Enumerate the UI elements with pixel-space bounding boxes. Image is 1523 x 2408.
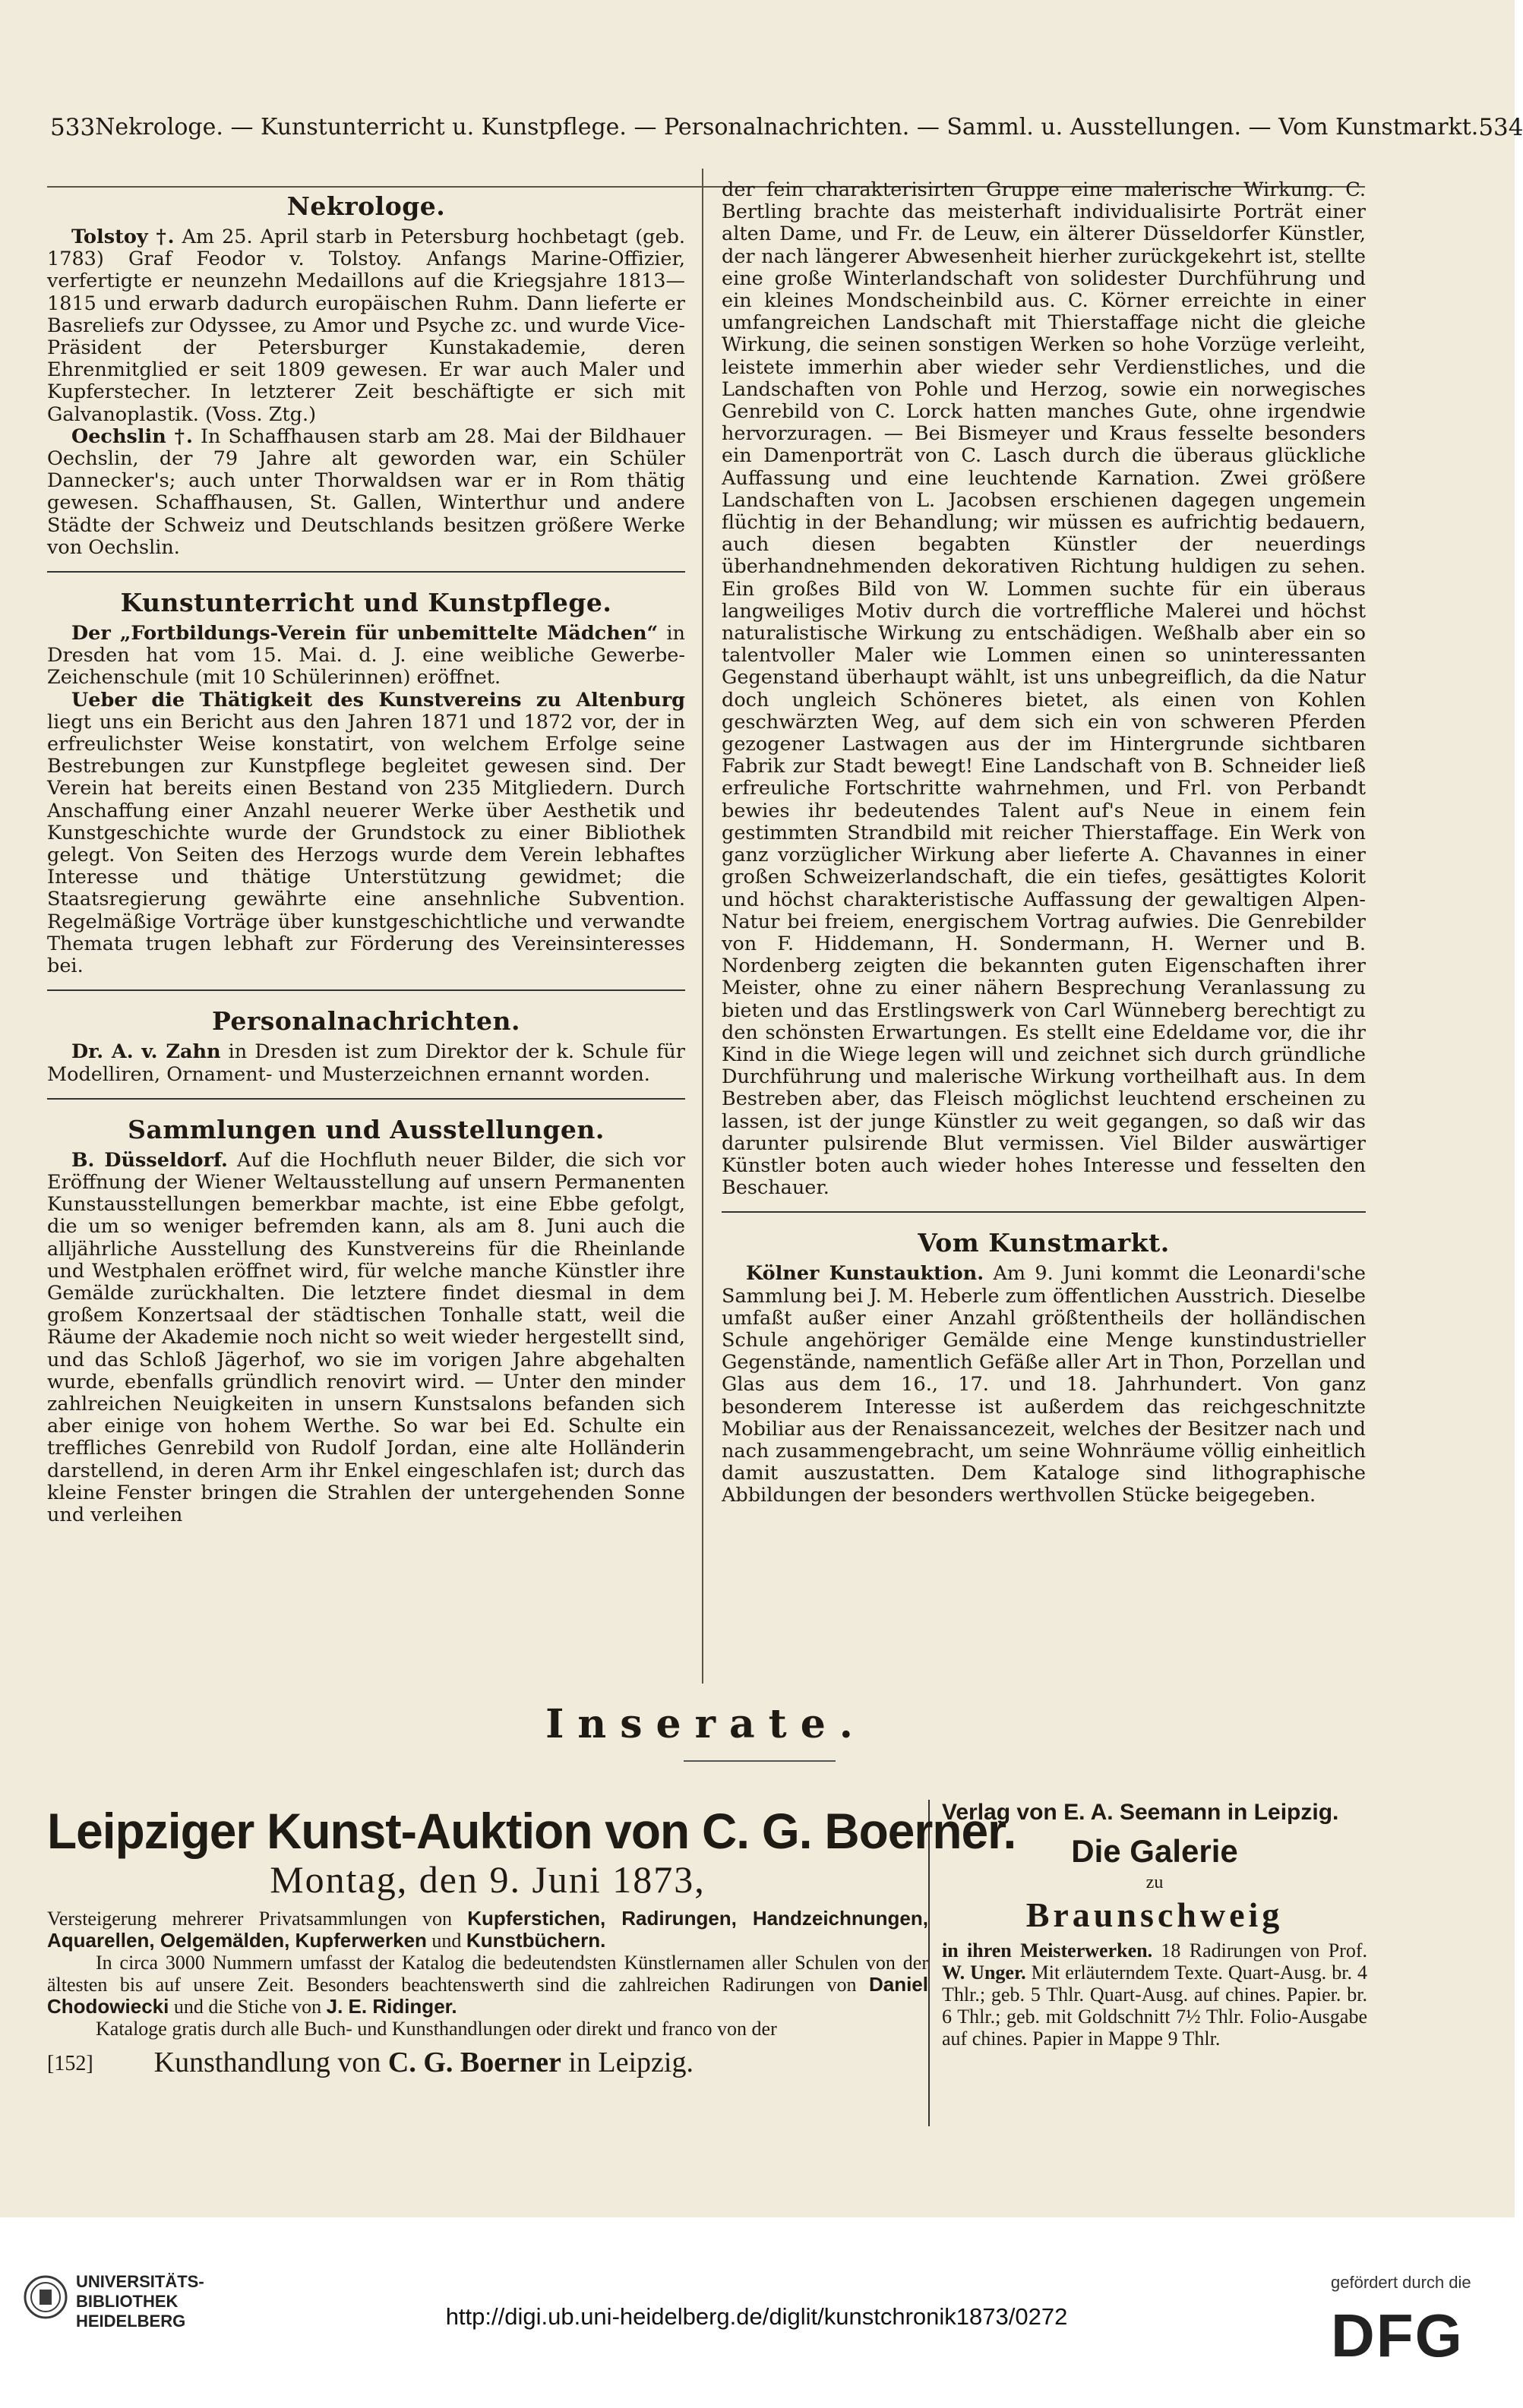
section-divider [47,989,685,991]
ad-text: Mit erläuterndem Texte. Quart-Ausg. br. 4 Thlr.; geb. 5 Thlr. Quart-Ausg. auf chines. Papier. br. 6 Thlr.; geb. mit Goldschnitt 7½ Thlr. Folio-Ausgabe auf chines. Papier in Mappe 9 Thlr. [942,1961,1368,2050]
article-text: Auf die Hochfluth neuer Bilder, die sich vor Eröffnung der Wiener Weltausstellung auf unsern Permanenten Kunstausstellungen bemerkbar machte, ist eine Ebbe gefolgt, die um so weniger befremden kann, als am 8. Juni auch die alljährliche Ausstellung des Kunstvereins für die Rheinlande und Westphalen eröffnet wird, für welche manche Künstler ihre Gemälde zurückhalten. Die letztere findet diesmal in dem großem Konzertsaal der städtischen Tonhalle statt, weil die Räume der Akademie noch nicht so weit wieder hergestellt sind, und das Schloß Jägerhof, wo sie im vorigen Jahre abgehalten wurde, ebenfalls gründlich renovirt wird. — Unter den minder zahlreichen Neuigkeiten in unsern Kunstsalons befanden sich aber einige von hohem Werthe. So war bei Ed. Schulte ein treffliches Genrebild von Rudolf Jordan, eine alte Holländerin darstellend, in deren Arm ihr Enkel eingeschlafen ist; durch das kleine Fenster bringen die Strahlen der untergehenden Sonne und verleihen [47,1148,686,1526]
section-title-nekrologe: Nekrologe. [286,191,446,221]
permalink-url[interactable]: http://digi.ub.uni-heidelberg.de/diglit/kunstchronik1873/0272 [445,2303,1068,2330]
section-divider [47,571,685,573]
ad-text-bold: C. G. Boerner [387,2047,561,2078]
dfg-logo[interactable]: DFG [1331,2302,1464,2369]
left-column [47,176,685,1526]
ad-publisher: Verlag von E. A. Seemann in Leipzig. [942,1800,1339,1825]
inserate-heading: Inserate. [545,1701,867,1747]
ad-text-bold: Daniel Chodowiecki [47,1973,928,2018]
obituary-oechslin [47,426,685,559]
article-zahn [47,1041,685,1085]
ad-text-bold: Kunstbüchern. [466,1929,606,1952]
ad-text: und [426,1930,466,1952]
section-title-sammlungen: Sammlungen und Ausstellungen. [128,1114,605,1144]
ad-code: [152] [47,2052,93,2075]
obituary-text: Am 25. April starb in Petersburg hochbetagt (geb. 1783) Graf Feodor v. Tolstoy. Anfangs Marine-Offizier, verfertigte er neunzehn Medaillons auf die Kriegsjahre 1813—1815 und erwarb dadurch europäischen Ruhm. Dann lieferte er Basreliefs zur Odyssee, zu Amor und Psyche zc. und wurde Vice-Präsident der Petersburger Kunstakademie, deren Ehrenmitglied er seit 1809 gewesen. Er war auch Maler und Kupferstecher. In letzterer Zeit beschäftigte er sich mit Galvanoplastik. (Voss. Ztg.) [47,226,686,426]
article-text: in Dresden hat vom 15. Mai. d. J. eine weibliche Gewerbe-Zeichenschule (mit 10 Schülerinnen) eröffnet. [47,622,685,690]
ad-body [47,1908,928,2040]
section-title-personal: Personalnachrichten. [212,1006,520,1037]
ad-date: Montag, den 9. Juni 1873, [270,1858,706,1901]
section-divider [722,1211,1366,1213]
ornament-rule [684,1760,836,1762]
advertisement-seemann [942,1800,1367,2126]
ad-footer [47,2046,928,2079]
article-duesseldorf-continued: der fein charakterisirten Gruppe eine malerische Wirkung. C. Bertling brachte das meisterhaft individualisirte Porträt einer alten Dame, und Fr. de Leuw, ein älterer Düsseldorfer Künstler, der nach längerer Abwesenheit hierher zurückgekehrt ist, stellte eine große Winterlandschaft von solidester Durchführung und ein kleines Mondscheinbild aus. C. Körner erreichte in einer umfangreichen Landschaft mit Thierstaffage nicht die gleiche Wirkung, die seinen sonstigen Werken so hohe Vorzüge verleiht, leistete immerhin aber wieder sehr Verdienstliches, und die Landschaften von Pohle und Herzog, sowie ein norwegisches Genrebild von C. Lorck hatten manches Gute, ohne irgendwie hervorzuragen. — Bei Bismeyer und Kraus fesselte besonders ein Damenporträt von C. Lasch durch die überaus glückliche Auffassung und eine leuchtende Karnation. Zwei größere Landschaften von L. Jacobsen erschienen dagegen ungemein flüchtig in der Behandlung; wir müssen es aufrichtig bedauern, auch diesen begabten Künstler der neuerdings überhandnehmenden dekorativen Richtung huldigen zu sehen. Ein großes Bild von W. Lommen suchte für ein überaus langweiliges Motiv durch die vortreffliche Malerei und höchst naturalistische Wirkung zu entschädigen. Weßhalb aber ein so talentvoller Maler wie Lommen einen so uninteressanten Gegenstand überhaupt wählt, ist uns unbegreiflich, da die Natur doch ungleich Schöneres bietet, als einen von Kohlen geschwärzten Weg, auf dem sich ein von schweren Pferden gezogener Lastwagen aus der im Hintergrunde sichtbaren Fabrik zur Stadt bewegt! Eine Landschaft von B. Schneider ließ erfreuliche Fortschritte wahrnehmen, und Frl. von Perbandt bewies ihr bedeutendes Talent auf's Neue in einem fein gestimmten Strandbild mit reicher Thierstaffage. Ein Werk von ganz vorzüglicher Wirkung aber lieferte A. Chavannes in einer großen Schweizerlandschaft, die ein tiefes, gesättigtes Kolorit und höchst charakteristische Auffassung der gewaltigen Alpen-Natur bei freiem, energischem Vortrag aufwies. Die Genrebilder von F. Hiddemann, H. Sondermann, H. Werner und B. Nordenberg zeigten die bekannten guten Eigenschaften ihrer Meister, ohne zu einer nähern Besprechung Veranlassung zu bieten und das Erstlingswerk von Carl Wünneberg berechtigt zu den schönsten Erwartungen. Es stellt eine Edeldame vor, die ihr Kind in die Wiege legen will und zeichnet sich durch gründliche Durchführung und malerische Wirkung vortheilhaft aus. In dem Bestreben aber, das Fleisch möglichst leuchtend erscheinen zu lassen, ist der junge Künstler zu weit gegangen, so daß wir das darunter pulsirende Blut vermissen. Viel Bilder auswärtiger Künstler boten auch wieder hohes Interesse und fesselten den Beschauer. [722,178,1366,1200]
article-lead: B. Düsseldorf. [71,1148,228,1172]
article-fortbildungsverein [47,623,685,690]
page-number-left: 533 [50,114,96,141]
ad-text-bold: in ihren Meisterwerken. [942,1939,1153,1961]
ad-city: Braunschweig [1025,1895,1284,1934]
ad-text-bold: W. Unger. [942,1961,1026,1984]
ad-title: Leipziger Kunst-Auktion von C. G. Boerner. [47,1803,1016,1859]
library-name-line: HEIDELBERG [76,2312,186,2331]
running-head-text: Nekrologe. — Kunstunterricht u. Kunstpflege. — Personalnachrichten. — Samml. u. Ausstellungen. — Vom Kunstmarkt. [95,114,1479,140]
ad-text-bold: J. E. Ridinger. [326,1995,457,2018]
obituary-tolstoy [47,226,685,426]
running-head [50,114,1523,141]
funding-note: gefördert durch die [1331,2273,1471,2292]
library-name-line: UNIVERSITÄTS- [76,2272,204,2291]
ad-text: 18 Radirungen von Prof. [1152,1939,1367,1961]
ad-connector: zu [1145,1873,1164,1892]
section-title-kunstunterricht: Kunstunterricht und Kunstpflege. [120,588,612,618]
article-lead: Kölner Kunstauktion. [746,1262,984,1286]
page-number-right: 534 [1478,114,1523,141]
ad-title: Die Galerie [1071,1833,1238,1869]
ad-body [942,1939,1367,2050]
obituary-text: In Schaffhausen starb am 28. Mai der Bildhauer Oechslin, der 79 Jahre alt geworden war, ein Schüler Dannecker's; auch unter Thorwaldsen war er in Rom thätig gewesen. Schaffhausen, St. Gallen, Winterthur und andere Städte der Schweiz und Deutschlands besitzen größere Werke von Oechslin. [47,424,685,559]
ad-signature [154,2046,694,2079]
person-name: Dr. A. v. Zahn [71,1040,221,1064]
ad-text: Versteigerung mehrerer Privatsammlungen von [47,1908,468,1930]
obituary-name: Oechslin †. [71,424,193,448]
ad-text: und die Stiche von [169,1996,327,2018]
ad-text-bold: Kupferstichen, Radirungen, Handzeichnungen, Aquarellen, Oelgemälden, Kupferwerken [47,1907,928,1952]
section-title-kunstmarkt: Vom Kunstmarkt. [918,1228,1170,1258]
section-divider [47,1098,685,1100]
ad-text: In circa 3000 Nummern umfasst der Katalog die bedeutendsten Künstlernamen aller Schulen von der ältesten bis auf unsere Zeit. Besonders beachtenswerth sind die zahlreichen Radirungen von [47,1952,928,1996]
ad-text: Kunsthandlung von [153,2047,388,2078]
article-text: liegt uns ein Bericht aus den Jahren 1871 und 1872 vor, der in erfreulichster Weise konstatirt, von welchem Erfolge seine Bestrebungen zur Kunstpflege begleitet gewesen sind. Der Verein hat bereits einen Bestand von 235 Mitgliedern. Durch Anschaffung einer Anzahl neuerer Werke über Aesthetik und Kunstgeschichte wurde der Grundstock zu einer Bibliothek gelegt. Von Seiten des Herzogs wurde dem Verein lebhaftes Interesse und thätige Unterstützung gewidmet; die Staatsregierung gewährte eine ansehnliche Subvention. Regelmäßige Vorträge über kunstgeschichtliche und verwandte Themata trugen lebhaft zur Förderung des Vereinsinteresses bei. [47,710,685,978]
obituary-name: Tolstoy †. [71,226,175,248]
article-lead: Der „Fortbildungs-Verein für unbemittelte Mädchen“ [71,622,659,645]
ad-text: in Leipzig. [561,2047,694,2078]
article-altenburg [47,690,685,978]
article-lead: Ueber die Thätigkeit des Kunstvereins zu Altenburg [71,688,685,712]
article-text: in Dresden ist zum Direktor der k. Schule für Modelliren, Ornament- und Musterzeichnen ernannt worden. [47,1040,686,1086]
right-column [722,179,1366,1507]
article-koeln [722,1263,1366,1507]
article-text: Am 9. Juni kommt die Leonardi'sche Sammlung bei J. M. Heberle zum öffentlichen Ausstrich. Dieselbe umfaßt außer einer Anzahl größtentheils der holländischen Schule angehöriger Gemälde eine Menge kunstindustrieller Gegenstände, namentlich Gefäße aller Art in Thon, Porzellan und Glas aus dem 16., 17. und 18. Jahrhundert. Von ganz besonderem Interesse ist außerdem das reichgeschnitzte Mobiliar aus der Renaissancezeit, welches der Besitzer nach und nach zusammengebracht, um seine Wohnräume völlig einheitlich damit auszustatten. Dem Kataloge sind lithographische Abbildungen der besonders werthvollen Stücke beigegeben. [722,1262,1366,1507]
ad-paragraph [47,1952,928,2018]
ad-paragraph: Kataloge gratis durch alle Buch- und Kunsthandlungen oder direkt und franco von der [96,2018,777,2040]
library-name-line: BIBLIOTHEK [76,2292,179,2311]
library-name[interactable] [76,2272,204,2331]
column-rule [702,169,703,1684]
article-duesseldorf [47,1150,685,1526]
